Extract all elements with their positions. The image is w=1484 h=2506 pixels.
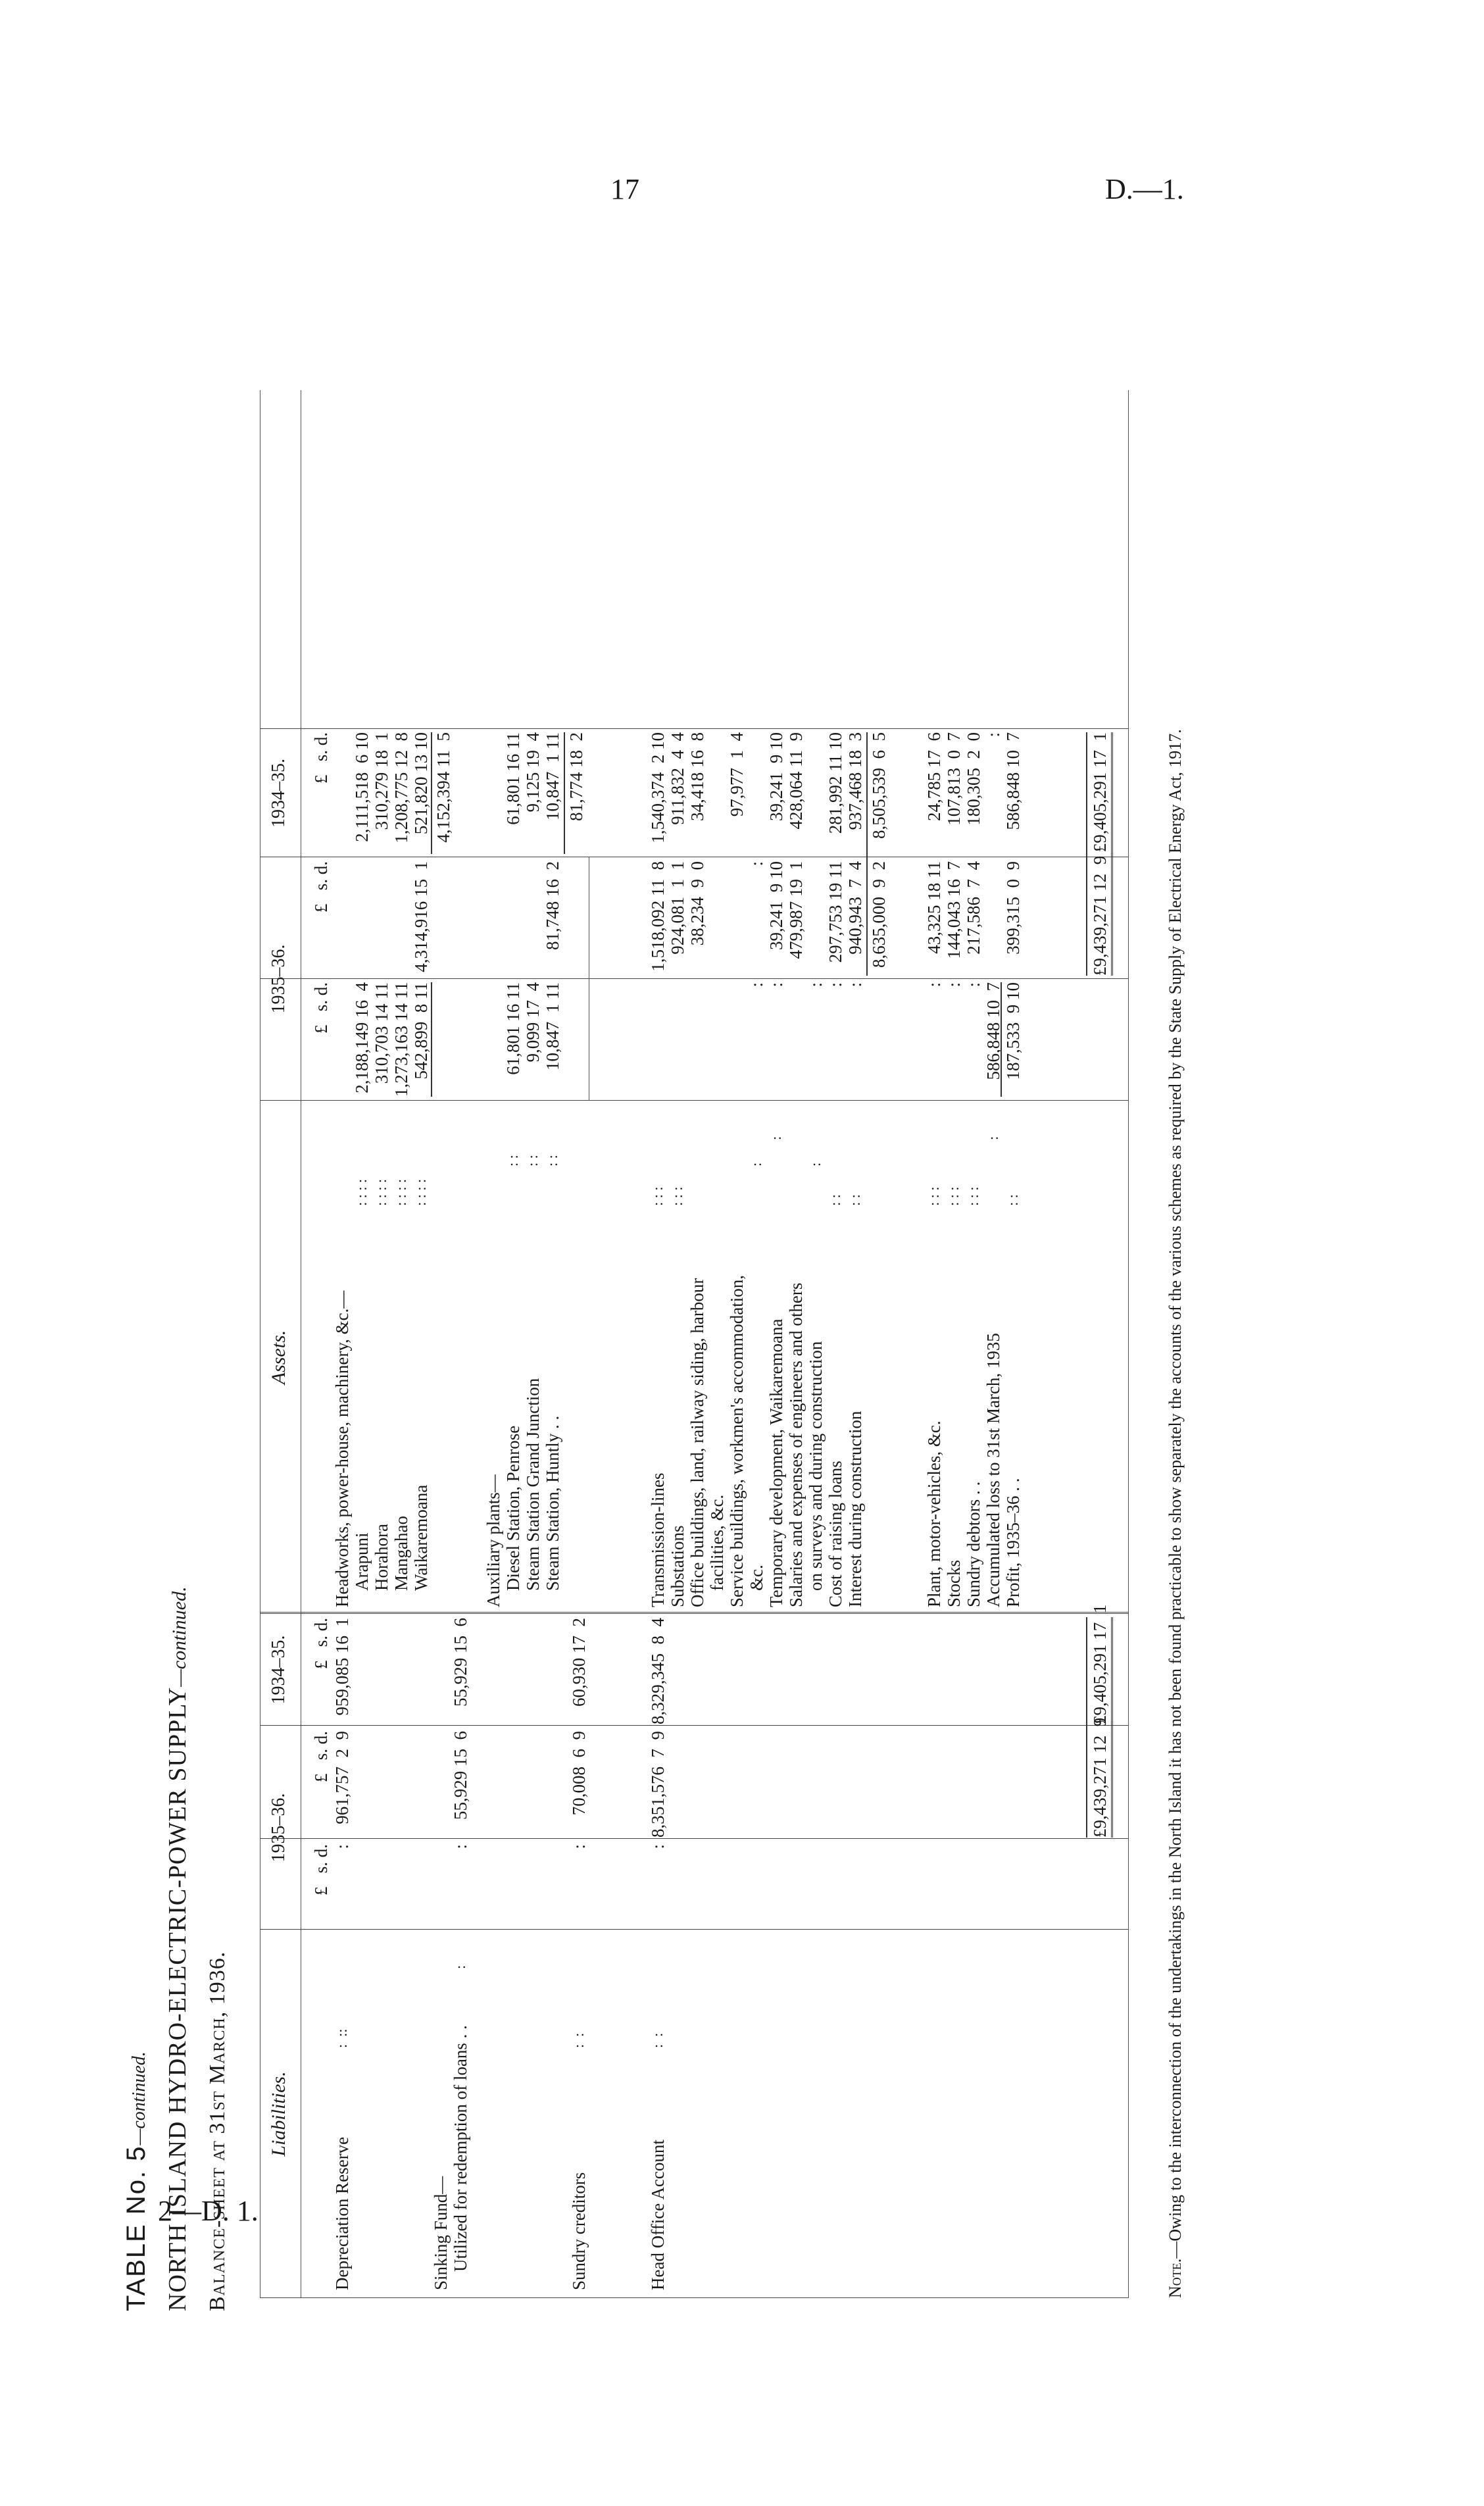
asset-value: 911,832 4 4 [668, 732, 687, 825]
asset-row [707, 390, 727, 2298]
liab-1935-header: 1934–35. [268, 1635, 289, 1705]
asset-value: 1,273,163 14 11 [391, 982, 411, 1097]
liability-value: 55,929 15 6 [451, 1618, 470, 1707]
leader-dots: : : : [669, 1186, 685, 1206]
liab-total-double-rule [1111, 1617, 1115, 1838]
asset-value: 1,540,374 2 10 [648, 732, 668, 843]
asset-row [747, 390, 766, 2298]
leader-dots: : : [1004, 1194, 1021, 1206]
unit-label: £ s. d. [311, 861, 331, 913]
leader-dots: : : : [926, 1186, 942, 1206]
asset-value: 81,748 16 2 [543, 861, 562, 950]
subtotal-rule [431, 732, 432, 854]
leader-dots: : [768, 1136, 784, 1140]
asset-value: 39,241 9 10 [766, 732, 786, 821]
footnote [1164, 416, 1187, 2298]
liabilities-header: Liabilities. [268, 2071, 289, 2157]
asset-value: 940,943 7 4 [845, 861, 865, 955]
liability-value: 8,329,345 8 4 [648, 1618, 668, 1724]
asset-label: on surveys and during construction [806, 1341, 826, 1591]
footnote-text: —Owing to the interconnection of the undertakings in the North Island it has not been found practicable to show separately the accounts of the various schemes as required by the State Supply of Electrical Energy Act, 1917. [1166, 729, 1185, 2259]
liability-label: Depreciation Reserve [332, 2136, 352, 2290]
unit-row [311, 390, 331, 2298]
liability-label: Utilized for redemption of loans . . [451, 2025, 470, 2272]
asset-value: 9,125 19 4 [523, 732, 543, 813]
asset-value: 297,753 19 11 [826, 861, 845, 963]
liability-value: 961,757 2 9 [332, 1731, 352, 1824]
leader-dots: : : [649, 2032, 666, 2048]
asset-value: : [924, 982, 944, 988]
asset-row [786, 390, 806, 2298]
asset-row [944, 390, 964, 2298]
asset-label: Office buildings, land, railway siding, harbour [687, 1278, 707, 1607]
leader-dots: : [807, 1162, 824, 1166]
asset-label: Steam Station, Huntly . . [543, 1415, 562, 1591]
asset-value: 187,533 9 10 [1003, 982, 1023, 1080]
asset-value: 38,234 9 0 [687, 861, 707, 946]
asset-total: £9,439,271 12 9 [1090, 855, 1110, 976]
asset-row [964, 390, 983, 2298]
asset-row [845, 390, 865, 2298]
liability-value: : [648, 1844, 668, 1849]
asset-row [411, 390, 431, 2298]
asset-total-row [1090, 390, 1110, 2298]
asset-value: 521,820 13 10 [411, 732, 431, 835]
bottom-code: 2—D. 1. [158, 2195, 259, 2227]
asset-row [687, 390, 707, 2298]
asset-value: 9,099 17 4 [523, 982, 543, 1063]
asset-value: 97,977 1 4 [727, 732, 747, 817]
asset-value: : [845, 982, 865, 988]
leader-dots: : [452, 1965, 468, 1969]
balance-sheet-heading: Balance-sheet at 31st March, 1936. [205, 1951, 230, 2311]
asset-value: : [964, 982, 983, 988]
asset-label: Substations [668, 1525, 687, 1607]
asset-label: Profit, 1935–36 . . [1003, 1478, 1023, 1607]
asset-value: : [747, 982, 766, 988]
liability-value: 959,085 16 1 [332, 1618, 352, 1716]
table-bottom-rule [1128, 390, 1129, 2298]
asset-value: 310,703 14 11 [372, 982, 391, 1084]
liability-value: 60,930 17 2 [569, 1618, 589, 1707]
leader-dots: : : [827, 1194, 843, 1206]
asset-value: 399,315 0 9 [1003, 861, 1023, 955]
asset-row [826, 390, 845, 2298]
asset-value: 4,314,916 15 1 [411, 861, 431, 972]
asset-label: Plant, motor-vehicles, &c. [924, 1420, 944, 1607]
leader-dots: : : [544, 1155, 560, 1166]
rotated-table-page [86, 338, 1270, 2311]
asset-value: : [826, 982, 845, 988]
asset-value: 10,847 1 11 [543, 732, 562, 820]
liability-value: 70,008 6 9 [569, 1731, 589, 1816]
asset-value: : [806, 982, 826, 988]
asset-value: 144,043 16 7 [944, 861, 964, 959]
asset-value: 428,064 11 9 [786, 732, 806, 830]
leader-dots: : : : : [393, 1179, 409, 1206]
asset-value: 61,801 16 11 [503, 732, 523, 825]
asset-value: 81,774 18 2 [566, 732, 586, 821]
asset-value: 8,635,000 9 2 [869, 861, 889, 968]
asset-label: Headworks, power-house, machinery, &c.— [332, 1290, 352, 1607]
asset-label: Temporary development, Waikaremoana [766, 1318, 786, 1607]
asset-label: Auxiliary plants— [483, 1474, 503, 1607]
leader-dots: : : [847, 1194, 863, 1206]
unit-label: £ s. d. [311, 982, 331, 1034]
asset-value: : [766, 982, 786, 988]
footnote-lead: Note. [1166, 2258, 1185, 2298]
asset-value: 586,848 10 7 [1003, 732, 1023, 830]
asset-value: 542,899 8 11 [411, 982, 431, 1080]
liability-value: : [451, 1844, 470, 1849]
liability-label: Sinking Fund— [431, 2176, 451, 2290]
subtotal-rule [431, 982, 432, 1097]
asset-label: Cost of raising loans [826, 1461, 845, 1607]
asset-value: 2,111,518 6 10 [352, 732, 372, 842]
balance-sheet-table [260, 390, 1141, 2298]
asset-label: Accumulated loss to 31st March, 1935 [983, 1333, 1003, 1607]
asset-value: 1,208,775 12 8 [391, 732, 411, 843]
liab-total-rule [1086, 1617, 1087, 1838]
asset-total: £9,405,291 17 1 [1090, 732, 1110, 853]
asset-row [806, 390, 826, 2298]
asset-value: : [944, 982, 964, 988]
asset-subtotal-row [566, 390, 586, 2298]
unit-label: £ s. d. [311, 1618, 331, 1670]
asset-label: Steam Station Grand Junction [523, 1378, 543, 1591]
asset-subtotal-row [433, 390, 453, 2298]
asset-value: 4,152,394 11 5 [433, 732, 453, 843]
subtotal-rule [1001, 982, 1002, 1097]
page-code: D.—1. [1105, 173, 1184, 205]
unit-label: £ s. d. [311, 732, 331, 784]
leader-dots: : : : : [373, 1179, 389, 1206]
liability-label: Sundry creditors [569, 2172, 589, 2290]
asset-value: 24,785 17 6 [924, 732, 944, 821]
liability-label: Head Office Account [648, 2140, 668, 2290]
asset-row [1003, 390, 1023, 2298]
asset-label: Mangahao [391, 1516, 411, 1591]
asset-value: 10,847 1 11 [543, 982, 562, 1070]
asset-row [924, 390, 944, 2298]
leader-dots: : : : : [412, 1179, 429, 1206]
leader-dots: : : [505, 1155, 521, 1166]
unit-label: £ s. d. [311, 1844, 331, 1896]
asset-label: Salaries and expenses of engineers and others [786, 1282, 806, 1607]
asset-row [543, 390, 562, 2298]
asset-value: 281,992 11 10 [826, 732, 845, 834]
asset-value: 2,188,149 16 4 [352, 982, 372, 1093]
liability-total: £9,405,291 17 1 [1090, 1604, 1110, 1724]
asset-row [391, 390, 411, 2298]
asset-value: 8,505,539 6 5 [869, 732, 889, 839]
asset-subtotal-row [869, 390, 889, 2298]
asset-label: Transmission-lines [648, 1472, 668, 1607]
asset-label: Diesel Station, Penrose [503, 1425, 523, 1591]
asset-row [983, 390, 1003, 2298]
asset-value: 61,801 16 11 [503, 982, 523, 1075]
asset-label: Horahora [372, 1524, 391, 1591]
asset-label: Stocks [944, 1559, 964, 1607]
leader-dots: : :: [334, 2028, 350, 2048]
leader-dots: : : : : [353, 1179, 370, 1206]
leader-dots: : : [570, 2032, 587, 2048]
asset-label: &c. [747, 1565, 766, 1591]
leader-dots: : : : [965, 1186, 981, 1206]
asset-value: 34,418 16 8 [687, 732, 707, 821]
leader-dots: : [985, 1136, 1001, 1140]
asset-row [523, 390, 543, 2298]
asset-row [332, 390, 352, 2298]
asset-total-rule [1086, 732, 1087, 976]
asset-value: 217,586 7 4 [964, 861, 983, 955]
asset-label: facilities, &c. [707, 1494, 727, 1591]
asset-label: Sundry debtors . . [964, 1481, 983, 1607]
subtotal-rule [564, 732, 565, 854]
table-title: TABLE No. 5—continued. [122, 2051, 151, 2311]
assets-header: Assets. [268, 1330, 289, 1385]
asset-label: Service buildings, workmen's accommodation, [727, 1274, 747, 1607]
asset-value: : [747, 861, 766, 866]
asset-value: 107,813 0 7 [944, 732, 964, 826]
asset-row [648, 390, 668, 2298]
asset-value: 180,305 2 0 [964, 732, 983, 826]
unit-label: £ s. d. [311, 1731, 331, 1783]
asset-value: 39,241 9 10 [766, 861, 786, 950]
subtotal-rule [866, 732, 868, 976]
asset-row [372, 390, 391, 2298]
liability-value: 8,351,576 7 9 [648, 1731, 668, 1838]
assets-1936-header: 1935–36. [268, 944, 289, 1014]
asset-row [483, 390, 503, 2298]
asset-value: : [983, 732, 1003, 738]
asset-label: Interest during construction [845, 1411, 865, 1607]
asset-value: 43,325 18 11 [924, 861, 944, 954]
asset-value: 937,468 18 3 [845, 732, 865, 830]
asset-value: 586,848 10 7 [983, 982, 1003, 1080]
asset-row [727, 390, 747, 2298]
liability-row [451, 390, 470, 2298]
asset-row [668, 390, 687, 2298]
asset-value: 479,987 19 1 [786, 861, 806, 959]
liab-1936-header: 1935–36. [268, 1793, 289, 1863]
asset-label: Arapuni [352, 1532, 372, 1591]
leader-dots: : : [524, 1155, 541, 1166]
liability-value: 55,929 15 6 [451, 1731, 470, 1820]
assets-1935-header: 1934–35. [268, 759, 289, 828]
leader-dots: : : : [649, 1186, 666, 1206]
asset-value: 310,279 18 1 [372, 732, 391, 830]
table-subtitle: NORTH ISLAND HYDRO-ELECTRIC-POWER SUPPLY—continued. [164, 1586, 191, 2311]
asset-row [503, 390, 523, 2298]
asset-label: Waikaremoana [411, 1484, 431, 1591]
page-number: 17 [610, 173, 639, 205]
liability-value: : [569, 1844, 589, 1849]
asset-row [766, 390, 786, 2298]
asset-value: 924,081 1 1 [668, 861, 687, 955]
liability-value: : [332, 1844, 352, 1849]
leader-dots: : : : [945, 1186, 962, 1206]
asset-value: 1,518,092 11 8 [648, 861, 668, 972]
asset-total-double-rule [1111, 732, 1115, 976]
leader-dots: : [748, 1162, 764, 1166]
asset-row [352, 390, 372, 2298]
liability-total: £9,439,271 12 9 [1090, 1717, 1110, 1838]
